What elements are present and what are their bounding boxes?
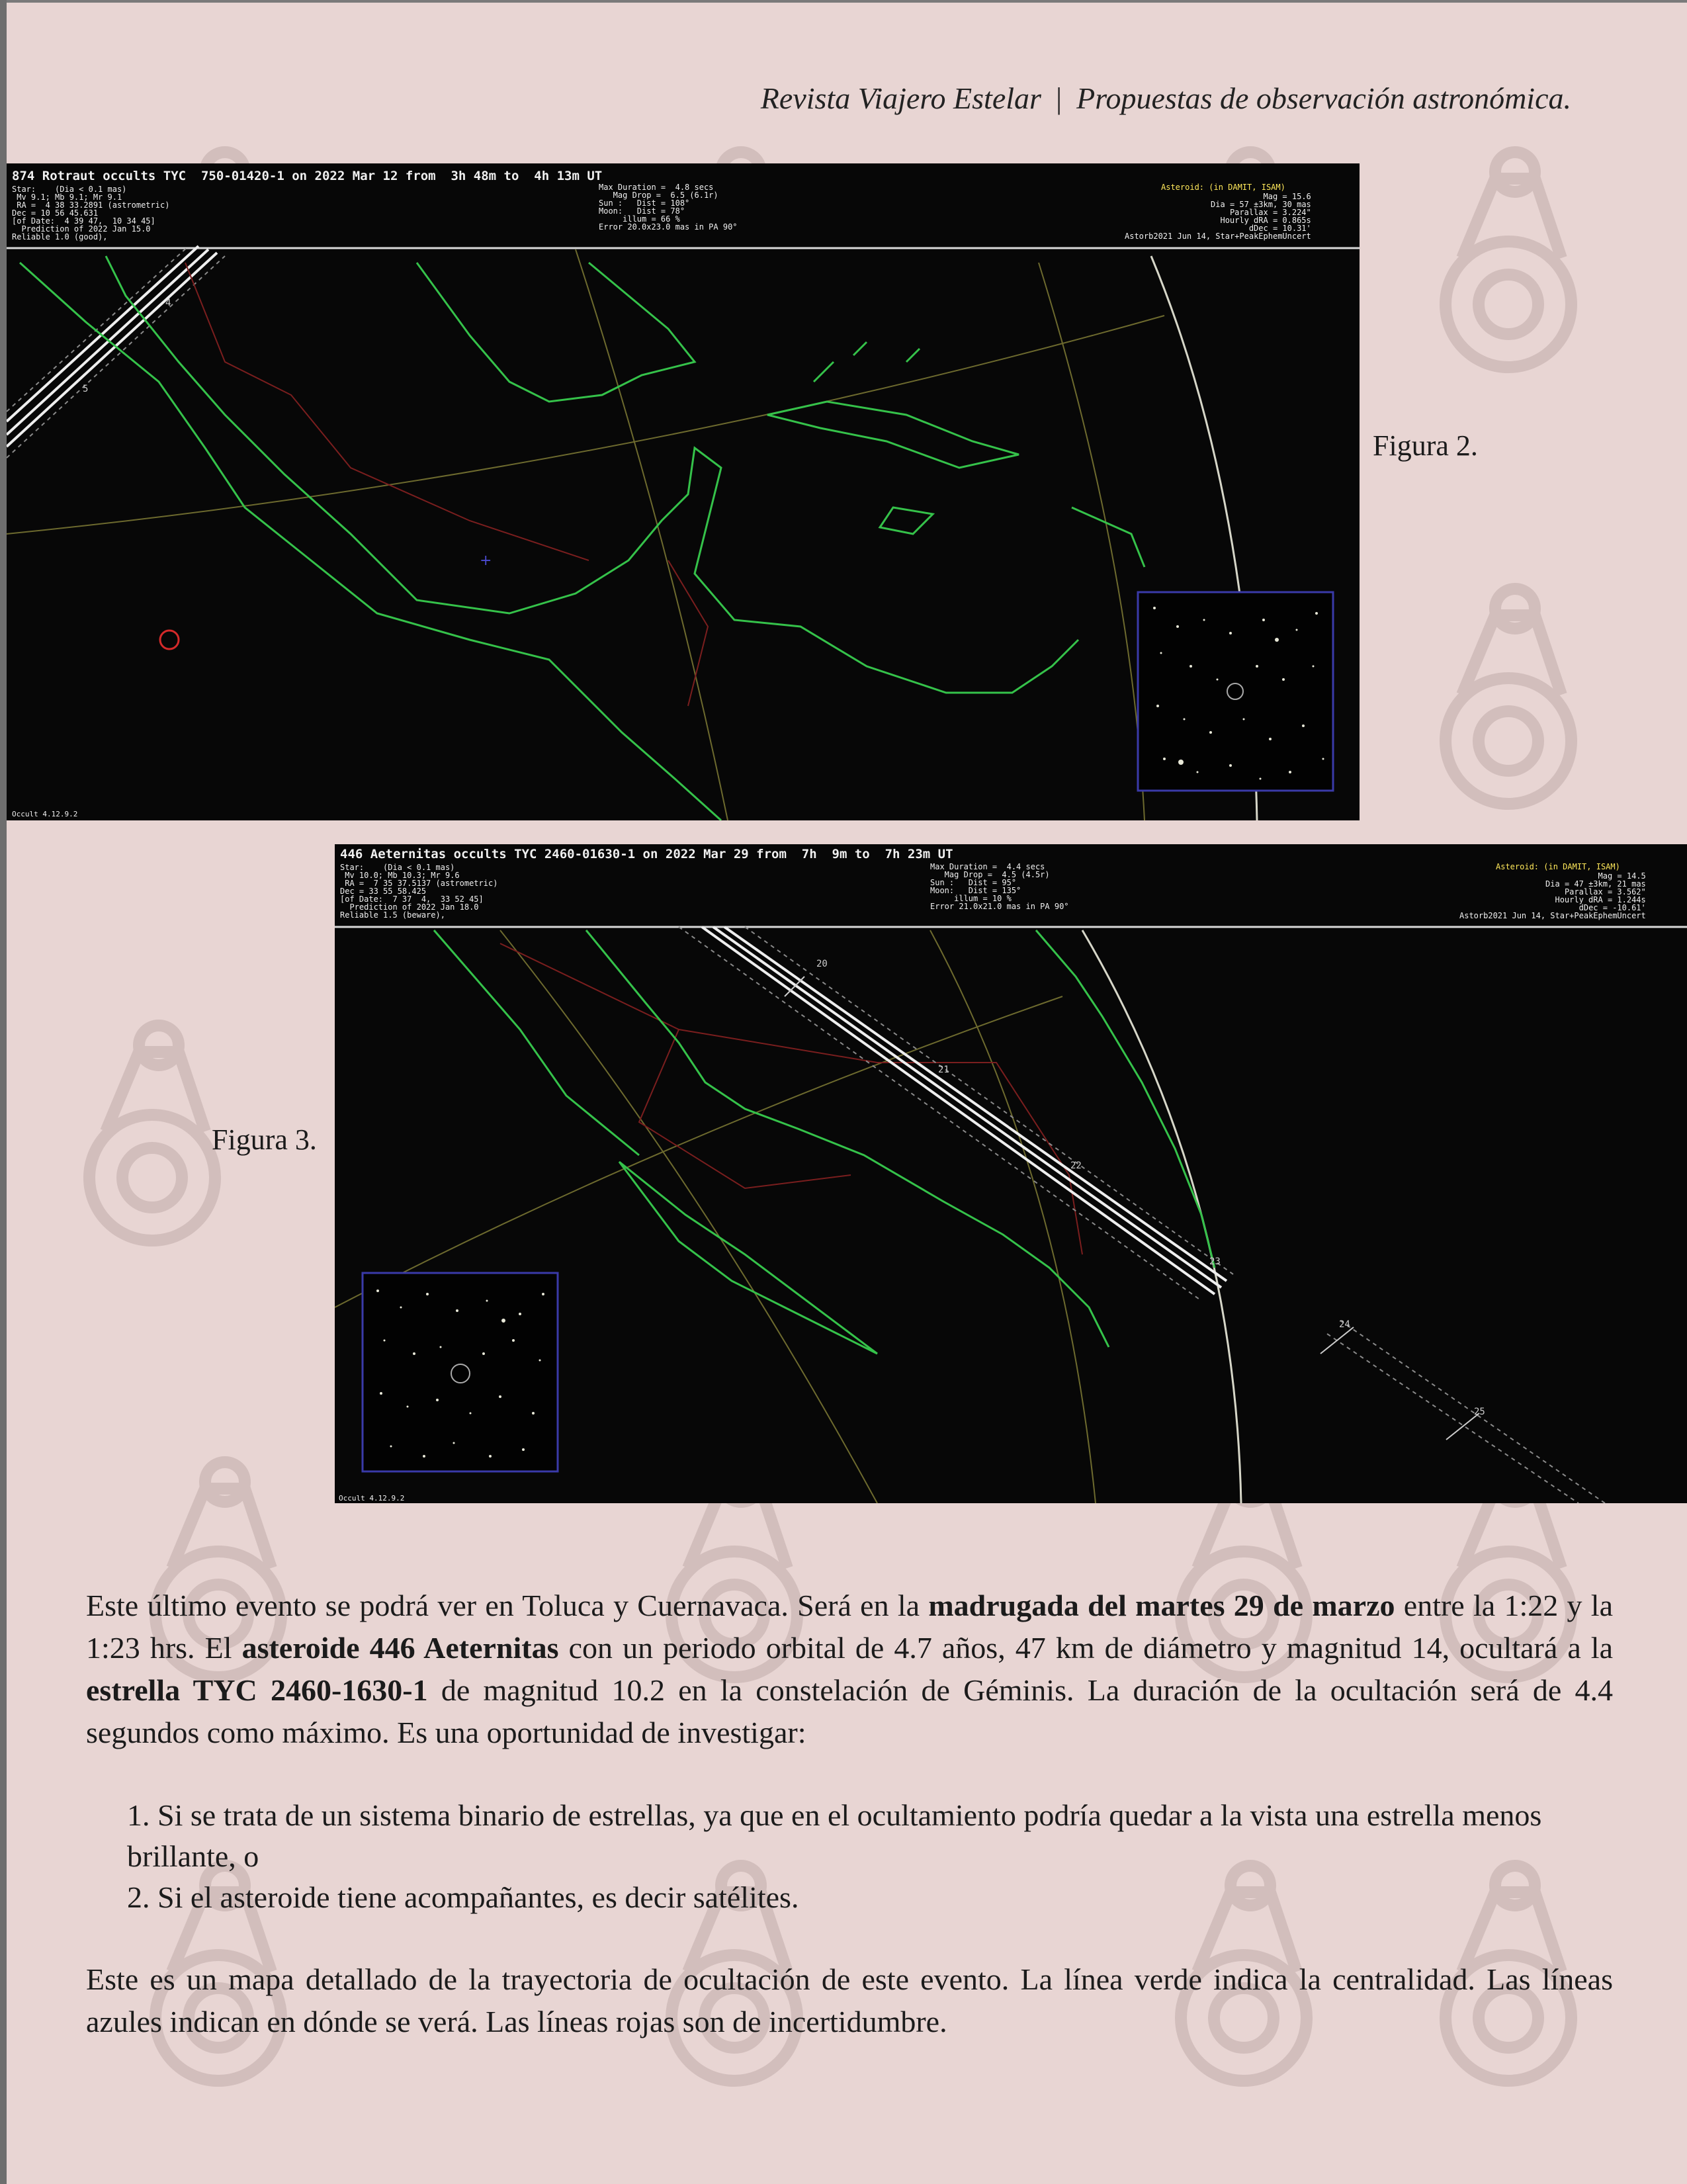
fig3-path-tick: 21 — [938, 1065, 949, 1075]
map-description-paragraph: Este es un mapa detallado de la trayectoria de ocultación de este evento. La línea verde indica la centralidad. Las líneas azules indican en dónde se verá. Las líneas rojas son de incertidumbre. — [86, 1962, 1613, 2038]
fig2-asteroid-title: Asteroid: (in DAMIT, ISAM) — [1161, 183, 1285, 192]
event-description-paragraph — [86, 1585, 1613, 1754]
page-header — [0, 81, 1571, 116]
magazine-title: Revista Viajero Estelar — [760, 81, 1041, 115]
bold-asteroid: asteroide 446 Aeternitas — [241, 1631, 559, 1665]
list-item: 1. Si se trata de un sistema binario de estrellas, ya que en el ocultamiento podría quedar a la vista una estrella menos brillante, o — [127, 1798, 1542, 1873]
header-separator: | — [1055, 81, 1062, 115]
figure-2-occultation-map — [7, 163, 1360, 820]
fig3-path-tick: 23 — [1209, 1256, 1221, 1267]
top-border — [0, 0, 1687, 3]
fig3-title: 446 Aeternitas occults TYC 2460-01630-1 on 2022 Mar 29 from 7h 9m to 7h 23m UT — [340, 847, 953, 861]
text-run: entre la 1:22 y la 1:23 hrs. El — [86, 1589, 1614, 1665]
text-run: Este último evento se podrá ver en Toluca y Cuernavaca. Será en la — [86, 1589, 929, 1622]
figure-2-label: Figura 2. — [1373, 429, 1478, 462]
fig3-footer: Occult 4.12.9.2 — [339, 1494, 405, 1503]
fig2-star-info: Star: (Dia < 0.1 mas) Mv 9.1; Mb 9.1; Mr 9.1 RA = 4 38 33.2891 (astrometric) Dec = 10 56 45.631 [of Date: 4 39 47, 10 34 45] Prediction of 2022 Jan 15.0 Reliable 1.0 (good), — [12, 185, 170, 241]
fig2-path-tick: 5 — [83, 384, 89, 394]
fig2-path-tick: 4 — [165, 298, 171, 308]
bold-star: estrella TYC 2460-1630-1 — [86, 1673, 428, 1707]
list-item: 2. Si el asteroide tiene acompañantes, es decir satélites. — [127, 1880, 799, 1914]
fig3-path-tick: 25 — [1474, 1407, 1485, 1417]
bold-date: madrugada del martes 29 de marzo — [928, 1589, 1395, 1622]
text-run: con un periodo orbital de 4.7 años, 47 km de diámetro y magnitud 14, ocultará a la — [558, 1631, 1613, 1665]
left-border — [0, 0, 7, 2184]
research-options-list — [127, 1795, 1613, 1918]
figure-3-occultation-map — [335, 844, 1687, 1503]
fig2-footer: Occult 4.12.9.2 — [12, 810, 78, 818]
fig3-star-info: Star: (Dia < 0.1 mas) Mv 10.0; Mb 10.3; Mr 9.6 RA = 7 35 37.5137 (astrometric) Dec = 33 55 58.425 [of Date: 7 37 4, 33 52 45] Prediction of 2022 Jan 18.0 Reliable 1.5 (beware), — [340, 863, 498, 920]
fig3-event-info: Max Duration = 4.4 secs Mag Drop = 4.5 (4.5r) Sun : Dist = 95° Moon: Dist = 135° illum = 10 % Error 21.0x21.0 mas in PA 90° — [930, 862, 1069, 911]
text-run: de magnitud 10.2 en la constelación de Géminis. La duración de la ocultación será de 4.4 segundos como máximo. Es una oportunidad de investigar: — [86, 1673, 1613, 1749]
figure-2-map-graphic — [7, 163, 1360, 820]
fig2-title: 874 Rotraut occults TYC 750-01420-1 on 2022 Mar 12 from 3h 48m to 4h 13m UT — [12, 169, 603, 183]
fig3-path-tick: 22 — [1070, 1160, 1082, 1171]
figure-3-label: Figura 3. — [212, 1123, 317, 1156]
fig2-event-info: Max Duration = 4.8 secs Mag Drop = 6.5 (6.1r) Sun : Dist = 108° Moon: Dist = 78° illum = 66 % Error 20.0x23.0 mas in PA 90° — [599, 183, 738, 232]
section-title: Propuestas de observación astronómica. — [1076, 81, 1571, 115]
fig3-path-tick: 20 — [816, 959, 828, 969]
fig3-asteroid-title: Asteroid: (in DAMIT, ISAM) — [1496, 862, 1620, 871]
figure-3-map-graphic — [335, 844, 1687, 1503]
fig3-asteroid-info: Mag = 14.5 Dia = 47 ±3km, 21 mas Parallax = 3.562" Hourly dRA = 1.244s dDec = -10.61' Astorb2021 Jun 14, Star+PeakEphemUncert — [1459, 871, 1646, 920]
fig2-asteroid-info: Mag = 15.6 Dia = 57 ±3km, 30 mas Parallax = 3.224" Hourly dRA = 0.865s dDec = 10.31' Astorb2021 Jun 14, Star+PeakEphemUncert — [1125, 192, 1311, 241]
svg-text:+: + — [480, 552, 492, 569]
fig3-path-tick: 24 — [1339, 1319, 1350, 1330]
